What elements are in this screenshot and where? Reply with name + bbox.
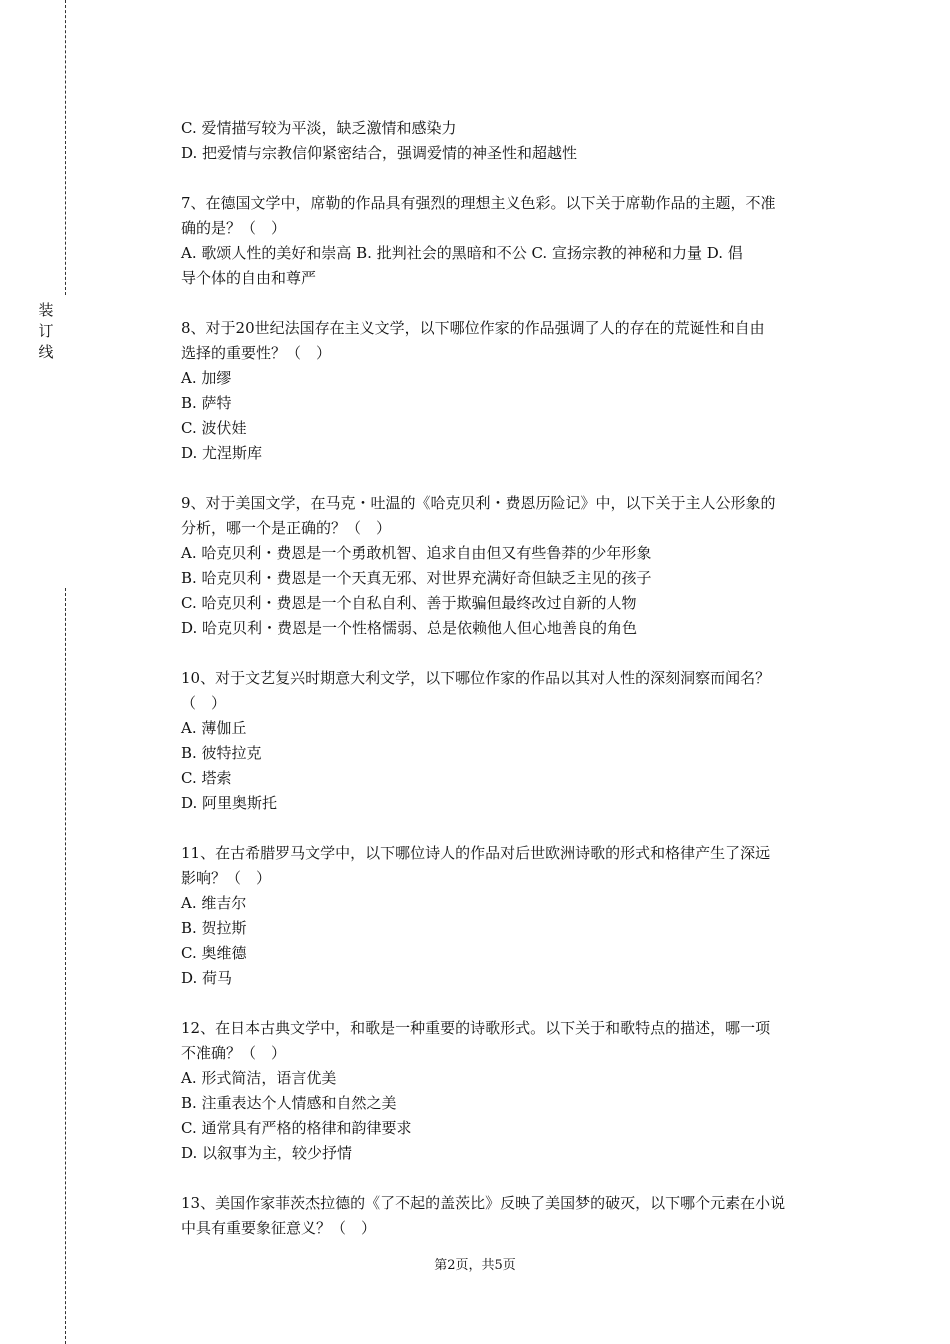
question-stem-line: 确的是？（ ）	[181, 219, 287, 237]
question-stem-line: 11、在古希腊罗马文学中，以下哪位诗人的作品对后世欧洲诗歌的形式和格律产生了深远	[181, 844, 771, 862]
question-stem-line: 影响？（ ）	[181, 869, 272, 887]
binding-char: 装	[38, 301, 54, 319]
question-stem-line: 10、对于文艺复兴时期意大利文学，以下哪位作家的作品以其对人性的深刻洞察而闻名？	[181, 669, 771, 687]
option-c: C. 奥维德	[181, 944, 247, 962]
option-b: B. 注重表达个人情感和自然之美	[181, 1094, 397, 1112]
option-line: 导个体的自由和尊严	[181, 269, 317, 287]
option-b: B. 贺拉斯	[181, 919, 247, 937]
option-line: D. 把爱情与宗教信仰紧密结合，强调爱情的神圣性和超越性	[181, 144, 578, 162]
question-stem-line: 13、美国作家菲茨杰拉德的《了不起的盖茨比》反映了美国梦的破灭，以下哪个元素在小说	[181, 1194, 786, 1212]
option-d: D. 荷马	[181, 969, 233, 987]
question-stem-line: 12、在日本古典文学中，和歌是一种重要的诗歌形式。以下关于和歌特点的描述，哪一项	[181, 1019, 771, 1037]
binding-char: 订	[38, 322, 54, 340]
question-stem-line: 8、对于20世纪法国存在主义文学，以下哪位作家的作品强调了人的存在的荒诞性和自由	[181, 319, 765, 337]
binding-line-top	[65, 0, 66, 295]
binding-label	[36, 300, 56, 363]
option-a: A. 维吉尔	[181, 894, 247, 912]
option-b: B. 哈克贝利・费恩是一个天真无邪、对世界充满好奇但缺乏主见的孩子	[181, 569, 652, 587]
option-c: C. 哈克贝利・费恩是一个自私自利、善于欺骗但最终改过自新的人物	[181, 594, 637, 612]
question-stem-line: 9、对于美国文学，在马克・吐温的《哈克贝利・费恩历险记》中，以下关于主人公形象的	[181, 494, 776, 512]
previous-question-options	[181, 116, 841, 166]
binding-line-bottom	[65, 588, 66, 1344]
option-b: B. 彼特拉克	[181, 744, 262, 762]
option-a: A. 形式简洁，语言优美	[181, 1069, 337, 1087]
question-8	[181, 316, 841, 466]
question-10	[181, 666, 841, 816]
question-stem-line: 分析，哪一个是正确的？（ ）	[181, 519, 392, 537]
question-stem-line: （ ）	[181, 694, 227, 712]
option-d: D. 尤涅斯库	[181, 444, 263, 462]
option-b: B. 萨特	[181, 394, 232, 412]
option-c: C. 波伏娃	[181, 419, 247, 437]
question-7	[181, 191, 841, 291]
option-line: A. 歌颂人性的美好和崇高 B. 批判社会的黑暗和不公 C. 宣扬宗教的神秘和力量 D. 倡	[181, 244, 743, 262]
question-11	[181, 841, 841, 991]
option-d: D. 阿里奥斯托	[181, 794, 278, 812]
question-9	[181, 491, 841, 641]
option-c: C. 塔索	[181, 769, 232, 787]
question-12	[181, 1016, 841, 1166]
option-d: D. 哈克贝利・费恩是一个性格懦弱、总是依赖他人但心地善良的角色	[181, 619, 638, 637]
question-stem-line: 选择的重要性？（ ）	[181, 344, 332, 362]
question-stem-line: 中具有重要象征意义？（ ）	[181, 1219, 377, 1237]
option-c: C. 通常具有严格的格律和韵律要求	[181, 1119, 412, 1137]
option-d: D. 以叙事为主，较少抒情	[181, 1144, 353, 1162]
option-a: A. 哈克贝利・费恩是一个勇敢机智、追求自由但又有些鲁莽的少年形象	[181, 544, 652, 562]
option-a: A. 加缪	[181, 369, 232, 387]
option-line: C. 爱情描写较为平淡，缺乏激情和感染力	[181, 119, 457, 137]
page-number: 第2页，共5页	[434, 1258, 516, 1273]
exam-content	[181, 116, 841, 1241]
question-13	[181, 1191, 841, 1241]
option-a: A. 薄伽丘	[181, 719, 247, 737]
binding-char: 线	[38, 343, 54, 361]
question-stem-line: 7、在德国文学中，席勒的作品具有强烈的理想主义色彩。以下关于席勒作品的主题，不准	[181, 194, 776, 212]
question-stem-line: 不准确？（ ）	[181, 1044, 287, 1062]
